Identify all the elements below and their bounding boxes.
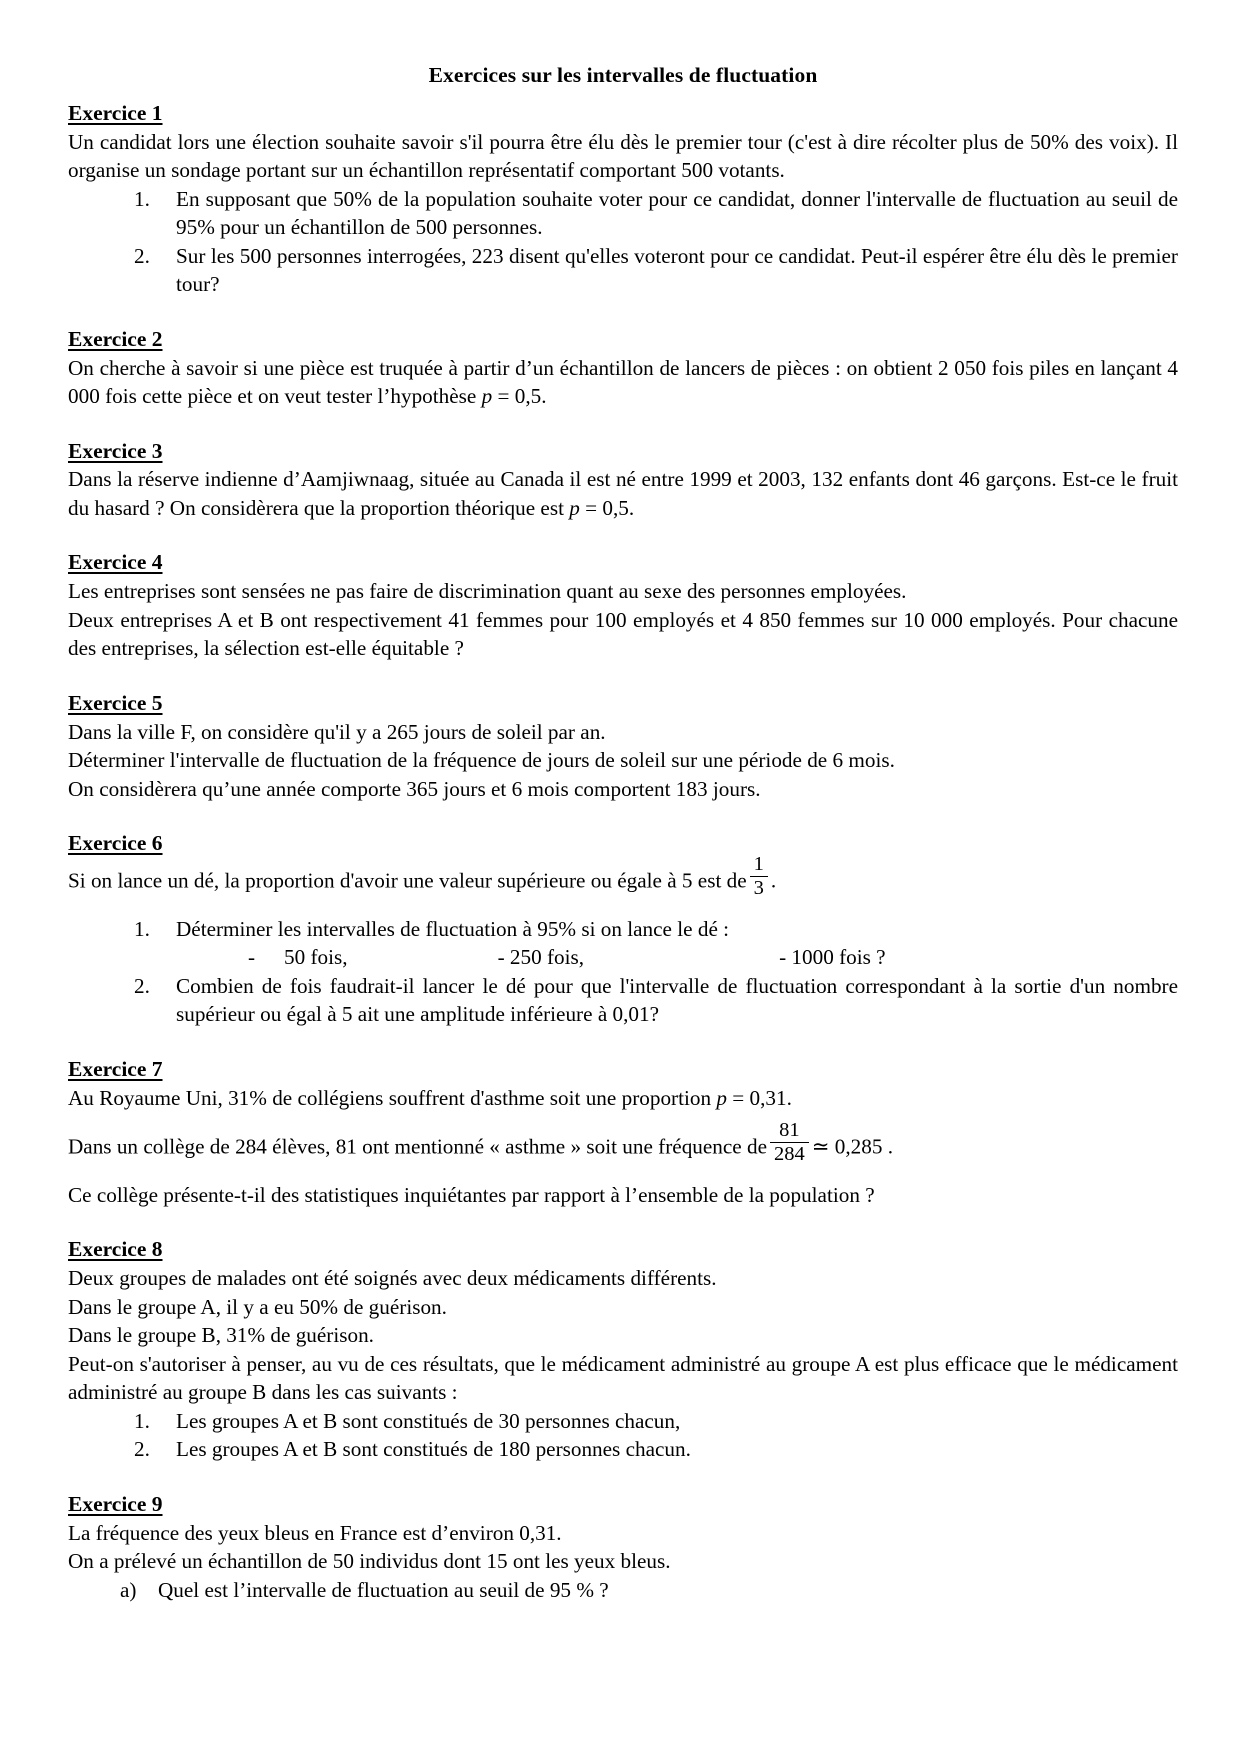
section-spacer [68,299,1178,325]
throws-option-2: - 250 fois, [497,945,585,970]
list-item: Les groupes A et B sont constitués de 30 personnes chacun, [176,1408,681,1433]
fraction-denominator: 284 [770,1142,809,1165]
exercise-6-intro [68,853,1178,903]
list-item: Sur les 500 personnes interrogées, 223 disent qu'elles voteront pour ce candidat. Peut-il espérer être élu dès le premier tour? [176,243,1178,297]
fraction-denominator: 3 [750,876,768,899]
exercise-7-line-2 [68,1119,1178,1169]
exercise-heading-5 [68,689,1178,718]
throws-option-3: - 1000 fois ? [779,945,886,970]
exercise-section-5 [68,689,1178,803]
exercise-heading-8-label: Exercice 8 [68,1237,163,1262]
throws-dash: - [248,945,256,970]
section-spacer [68,522,1178,548]
exercise-section-7 [68,1055,1178,1210]
fraction-81-over-284 [770,1120,809,1165]
section-spacer [68,803,1178,829]
exercise-6-intro-tail: . [770,868,777,893]
section-spacer [68,411,1178,437]
exercise-heading-9 [68,1490,1178,1519]
exercise-heading-1 [68,99,1178,128]
exercise-section-8 [68,1235,1178,1463]
list-item: Les groupes A et B sont constitués de 180 personnes chacun. [176,1437,691,1462]
section-spacer [68,1029,1178,1055]
exercise-heading-2 [68,325,1178,354]
exercise-8-paragraph-4: Peut-on s'autoriser à penser, au vu de ces résultats, que le médicament administré au groupe A est plus efficace que le médicament administré au groupe B dans les cas suivants : [68,1351,1178,1405]
inline-spacer [68,1112,1178,1124]
exercise-4-paragraph-1: Les entreprises sont sensées ne pas faire de discrimination quant au sexe des personnes employées. [68,579,907,604]
list-item: Combien de fois faudrait-il lancer le dé pour que l'intervalle de fluctuation correspondant à la sortie d'un nombre supérieur ou égal à 5 ait une amplitude inférieure à 0,01? [176,973,1178,1027]
exercise-heading-5-label: Exercice 5 [68,690,163,715]
exercise-6-intro-text: Si on lance un dé, la proportion d'avoir une valeur supérieure ou égale à 5 est de [68,868,747,893]
page-title: Exercices sur les intervalles de fluctuation [428,63,818,87]
exercise-9-paragraph-1: La fréquence des yeux bleus en France est d’environ 0,31. [68,1520,562,1545]
exercise-8-paragraph-1: Deux groupes de malades ont été soignés avec deux médicaments différents. [68,1266,717,1291]
exercise-5-paragraph-2: Déterminer l'intervalle de fluctuation de la fréquence de jours de soleil sur une période de 6 mois. [68,748,895,773]
exercise-7-line-1: Au Royaume Uni, 31% de collégiens souffrent d'asthme soit une proportion p = 0,31. [68,1085,792,1110]
exercise-7-line-2-after: ≃ 0,285 . [811,1134,894,1159]
exercise-section-2 [68,325,1178,411]
exercise-heading-1-label: Exercice 1 [68,100,163,125]
exercise-section-6 [68,829,1178,1029]
exercise-heading-8 [68,1235,1178,1264]
exercise-heading-3-label: Exercice 3 [68,438,163,463]
exercise-5-paragraph-1: Dans la ville F, on considère qu'il y a 265 jours de soleil par an. [68,719,606,744]
list-item: En supposant que 50% de la population souhaite voter pour ce candidat, donner l'intervalle de fluctuation au seuil de 95% pour un échantillon de 500 personnes. [176,186,1178,240]
throws-option-1: 50 fois, [284,945,348,970]
exercise-heading-7-label: Exercice 7 [68,1056,163,1081]
fraction-numerator: 81 [779,1119,800,1142]
exercise-heading-4 [68,548,1178,577]
exercise-heading-4-label: Exercice 4 [68,550,163,575]
exercise-2-paragraph-1: On cherche à savoir si une pièce est truquée à partir d’un échantillon de lancers de pièces : on obtient 2 050 fois piles en lançant 4 000 fois cette pièce et on veut tester l’hypothèse p = 0,5. [68,355,1178,409]
exercise-6-list [68,915,1178,944]
exercise-6-throws-line [68,943,1178,972]
exercise-4-paragraph-2: Deux entreprises A et B ont respectivement 41 femmes pour 100 employés et 4 850 femmes sur 10 000 employés. Pour chacune des entreprises, la sélection est-elle équitable ? [68,607,1178,661]
exercise-8-list [68,1407,1178,1464]
exercise-8-paragraph-3: Dans le groupe B, 31% de guérison. [68,1323,374,1348]
exercise-8-paragraph-2: Dans le groupe A, il y a eu 50% de guérison. [68,1294,447,1319]
section-spacer [68,1464,1178,1490]
exercise-1-list [68,185,1178,299]
exercise-heading-6 [68,829,1178,858]
exercise-heading-7 [68,1055,1178,1084]
exercise-9-paragraph-2: On a prélevé un échantillon de 50 individus dont 15 ont les yeux bleus. [68,1549,671,1574]
exercise-3-paragraph-1: Dans la réserve indienne d’Aamjiwnaag, située au Canada il est né entre 1999 et 2003, 132 enfants dont 46 garçons. Est-ce le fruit du hasard ? On considèrera que la proportion théorique est p = 0,5. [68,467,1178,520]
list-item: Déterminer les intervalles de fluctuation à 95% si on lance le dé : [176,916,730,941]
section-spacer [68,663,1178,689]
exercise-heading-9-label: Exercice 9 [68,1491,163,1516]
exercise-7-line-2-before: Dans un collège de 284 élèves, 81 ont mentionné « asthme » soit une fréquence de [68,1134,767,1159]
exercise-section-3 [68,437,1178,523]
exercise-heading-3 [68,437,1178,466]
section-spacer [68,1209,1178,1235]
exercise-heading-6-label: Exercice 6 [68,831,163,856]
exercise-1-paragraph-1: Un candidat lors une élection souhaite savoir s'il pourra être élu dès le premier tour (c'est à dire récolter plus de 50% des voix). Il organise un sondage portant sur un échantillon représentatif comportant 500 votants. [68,129,1178,183]
exercise-5-paragraph-3: On considèrera qu’une année comporte 365 jours et 6 mois comportent 183 jours. [68,776,761,801]
exercise-section-9 [68,1490,1178,1604]
fraction-numerator: 1 [753,853,764,876]
exercise-7-line-3: Ce collège présente-t-il des statistiques inquiétantes par rapport à l’ensemble de la population ? [68,1182,875,1207]
list-item: Quel est l’intervalle de fluctuation au seuil de 95 % ? [158,1577,609,1602]
fraction-one-third [750,854,768,899]
exercise-6-list-continued [68,972,1178,1029]
exercise-heading-2-label: Exercice 2 [68,326,163,351]
exercise-section-4 [68,548,1178,662]
exercise-section-1 [68,99,1178,299]
inline-spacer [68,903,1178,915]
inline-spacer [68,1169,1178,1181]
exercise-9-list [68,1576,1178,1605]
